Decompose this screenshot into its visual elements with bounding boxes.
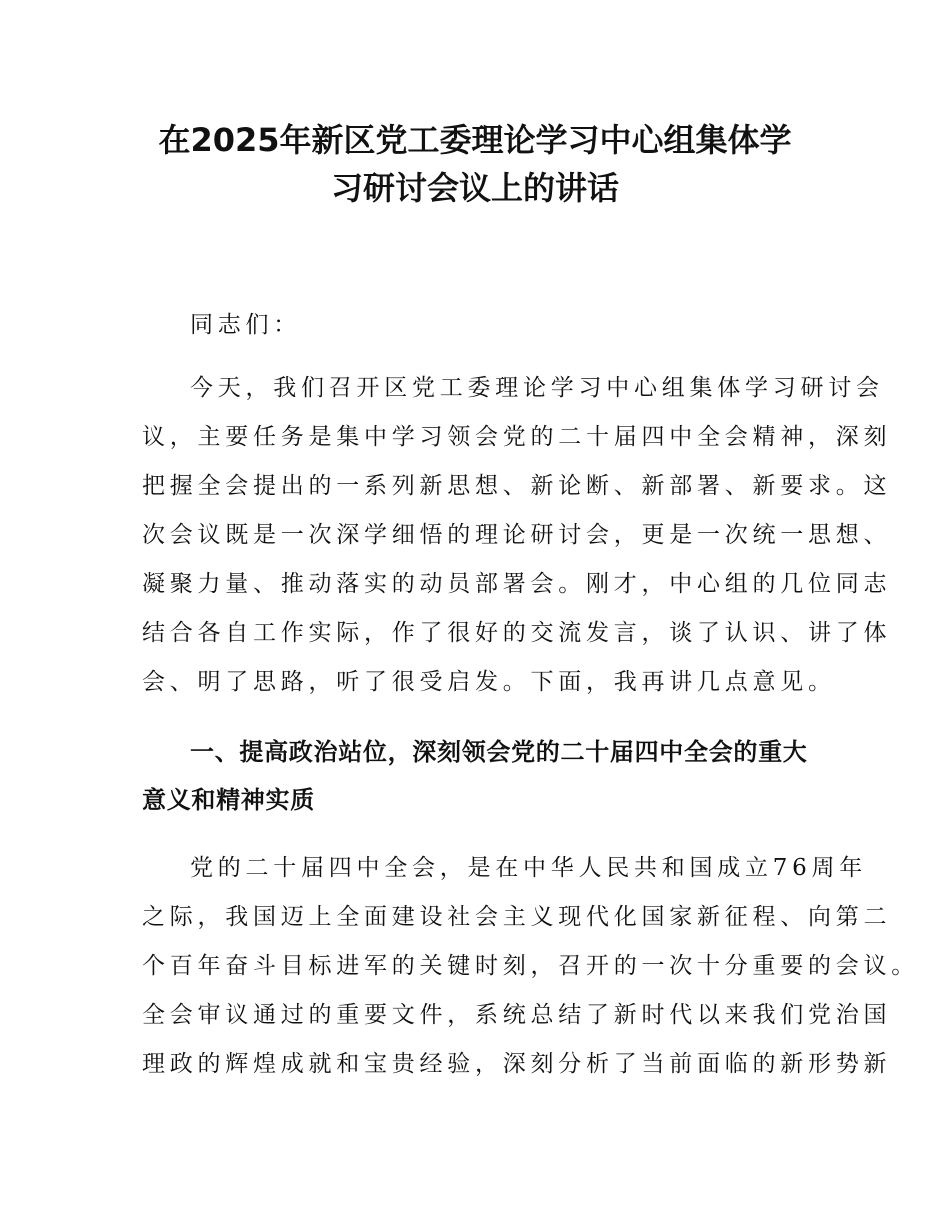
paragraph-line: 之际，我国迈上全面建设社会主义现代化国家新征程、向第二 xyxy=(142,904,892,930)
paragraph-line: 全会审议通过的重要文件，系统总结了新时代以来我们党治国 xyxy=(142,1002,892,1028)
section-heading: 意义和精神实质 xyxy=(142,786,315,814)
paragraph-line: 把握全会提出的一系列新思想、新论断、新部署、新要求。这 xyxy=(142,473,892,499)
paragraph-line: 理政的辉煌成就和宝贵经验，深刻分析了当前面临的新形势新 xyxy=(142,1051,892,1077)
paragraph-line: 党的二十届四中全会，是在中华人民共和国成立76周年 xyxy=(190,855,868,881)
title-line: 习研讨会议上的讲话 xyxy=(330,169,619,207)
section-heading: 一、提高政治站位，深刻领会党的二十届四中全会的重大 xyxy=(190,738,808,766)
salutation: 同志们： xyxy=(190,312,301,338)
paragraph-line: 结合各自工作实际，作了很好的交流发言，谈了认识、讲了体 xyxy=(142,620,892,646)
paragraph-line: 会、明了思路，听了很受启发。下面，我再讲几点意见。 xyxy=(142,669,836,695)
paragraph-line: 凝聚力量、推动落实的动员部署会。刚才，中心组的几位同志 xyxy=(142,571,892,597)
title-line: 在2025年新区党工委理论学习中心组集体学 xyxy=(158,121,792,159)
paragraph-line: 今天，我们召开区党工委理论学习中心组集体学习研讨会 xyxy=(190,375,884,401)
paragraph-line: 次会议既是一次深学细悟的理论研讨会，更是一次统一思想、 xyxy=(142,522,892,548)
paragraph-line: 个百年奋斗目标进军的关键时刻，召开的一次十分重要的会议。 xyxy=(142,953,919,979)
document-title xyxy=(0,116,950,212)
paragraph-line: 议，主要任务是集中学习领会党的二十届四中全会精神，深刻 xyxy=(142,424,892,450)
